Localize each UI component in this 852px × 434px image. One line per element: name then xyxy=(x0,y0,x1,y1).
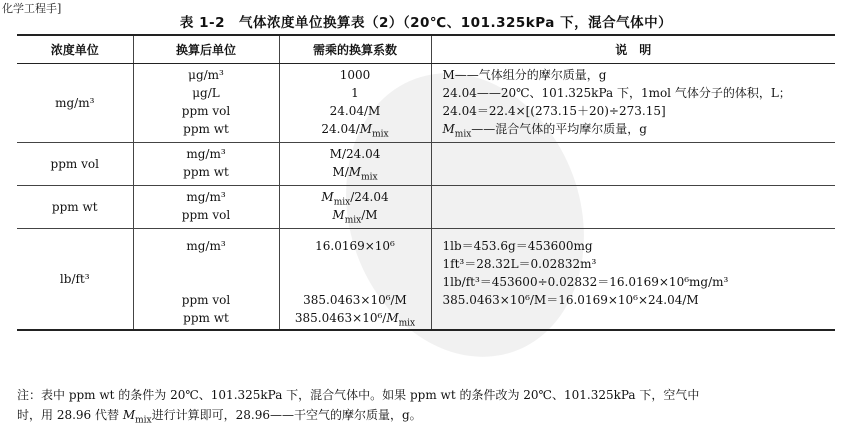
table-row xyxy=(17,63,835,142)
table-number: 表 1-2 xyxy=(179,15,225,31)
source-unit-cell: mg/m³ xyxy=(17,63,133,142)
conversion-factor: 16.0169×10⁶ xyxy=(315,238,395,253)
target-unit: mg/m³ xyxy=(186,189,226,204)
source-unit-cell: lb/ft³ xyxy=(17,228,133,330)
note-line xyxy=(443,206,836,224)
table-row xyxy=(17,228,835,330)
header-cell: 需乘的换算系数 xyxy=(279,35,431,63)
note-line xyxy=(443,145,836,163)
source-unit-cell: ppm vol xyxy=(17,142,133,185)
note-line: 24.04＝22.4×[(273.15＋20)÷273.15] xyxy=(442,103,666,118)
conversion-factor xyxy=(280,255,431,273)
target-unit: μg/m³ xyxy=(188,67,224,82)
source-unit-cell: ppm wt xyxy=(17,185,133,228)
table-caption: 气体浓度单位换算表（2）（20℃、101.325kPa 下，混合气体中） xyxy=(239,15,673,31)
conversion-table xyxy=(17,34,835,331)
note-line: 1lb＝453.6g＝453600mg xyxy=(442,238,593,253)
table-title xyxy=(0,11,852,31)
factor-cell xyxy=(279,228,431,330)
conversion-factor: 1000 xyxy=(339,67,371,82)
target-unit-cell xyxy=(133,228,279,330)
target-unit-cell xyxy=(133,63,279,142)
conversion-factor: $M/M_{mix}$ xyxy=(332,164,378,182)
target-unit-cell xyxy=(133,142,279,185)
conversion-factor: M/24.04 xyxy=(329,146,381,161)
target-unit xyxy=(134,273,279,291)
note-line: 1lb/ft³＝453600÷0.02832＝16.0169×10⁶mg/m³ xyxy=(442,274,729,289)
footnote xyxy=(17,385,835,430)
note-line xyxy=(443,163,836,181)
header-row xyxy=(17,35,835,63)
target-unit: ppm wt xyxy=(183,310,229,325)
note-line: M——气体组分的摩尔质量，g xyxy=(442,67,607,82)
footnote-line: 时，用 28.96 代替 $M_{mix}$进行计算即可，28.96——干空气的摩尔质量，g。 xyxy=(17,408,422,426)
target-unit: ppm wt xyxy=(183,121,229,136)
note-line: 1ft³＝28.32L＝0.02832m³ xyxy=(442,256,597,271)
conversion-factor: $385.0463\times 10^6/M_{mix}$ xyxy=(294,310,416,328)
page-top-fragment: 化学工程手] xyxy=(2,2,62,15)
factor-cell xyxy=(279,142,431,185)
target-unit: mg/m³ xyxy=(186,146,226,161)
target-unit: ppm wt xyxy=(183,164,229,179)
note-cell xyxy=(431,63,835,142)
header-cell: 说 明 xyxy=(431,35,835,63)
factor-cell xyxy=(279,63,431,142)
conversion-factor: 24.04/M xyxy=(329,103,381,118)
note-line: $M_{mix}——$混合气体的平均摩尔质量，g xyxy=(442,121,647,139)
target-unit: ppm vol xyxy=(181,103,231,118)
note-cell xyxy=(431,228,835,330)
table-body xyxy=(17,63,835,330)
conversion-factor: $24.04/M_{mix}$ xyxy=(321,121,389,139)
target-unit: mg/m³ xyxy=(186,238,226,253)
factor-cell xyxy=(279,185,431,228)
target-unit: ppm vol xyxy=(181,292,231,307)
note-cell xyxy=(431,185,835,228)
target-unit: ppm vol xyxy=(181,207,231,222)
target-unit: μg/L xyxy=(192,85,220,100)
table-row xyxy=(17,142,835,185)
footnote-line: 注：表中 ppm wt 的条件为 20℃、101.325kPa 下，混合气体中。如果 ppm wt 的条件改为 20℃、101.325kPa 下，空气中 xyxy=(17,388,700,402)
conversion-factor: 1 xyxy=(351,85,359,100)
note-line xyxy=(443,188,836,206)
conversion-factor: 385.0463×10⁶/M xyxy=(303,292,407,307)
note-line xyxy=(443,309,836,327)
header-cell: 换算后单位 xyxy=(133,35,279,63)
conversion-factor xyxy=(280,273,431,291)
note-cell xyxy=(431,142,835,185)
conversion-factor: $M_{mix}/M$ xyxy=(332,207,378,225)
target-unit xyxy=(134,255,279,273)
header-cell: 浓度单位 xyxy=(17,35,133,63)
note-line: 24.04——20℃、101.325kPa 下，1mol 气体分子的体积，L； xyxy=(442,85,791,100)
note-line: 385.0463×10⁶/M＝16.0169×10⁶×24.04/M xyxy=(442,292,699,307)
table-row xyxy=(17,185,835,228)
conversion-factor: $M_{mix}/24.04$ xyxy=(321,189,389,207)
target-unit-cell xyxy=(133,185,279,228)
